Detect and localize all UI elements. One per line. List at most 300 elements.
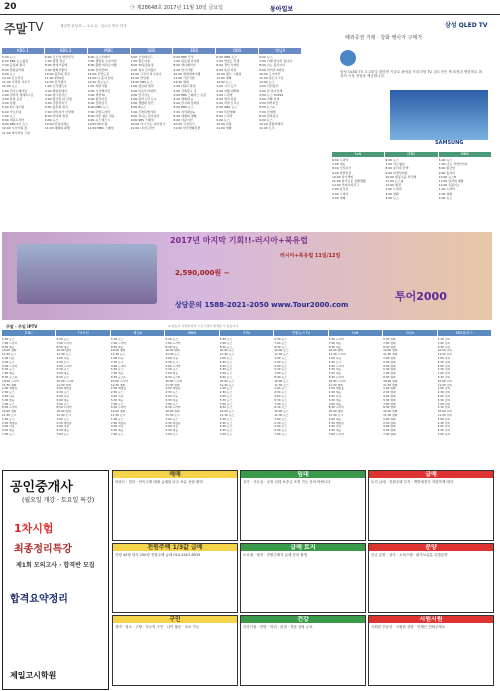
program-item[interactable]: 4:00 명작 다큐 <box>216 97 237 102</box>
program-item[interactable]: 6:00 뉴스 <box>438 158 453 162</box>
program-item[interactable]: 7:00 뉴스 <box>274 432 287 436</box>
program-item[interactable]: 10:00 뉴스8 <box>438 174 456 179</box>
program-item[interactable]: 11:30 토크 <box>56 413 71 417</box>
program-item[interactable]: 2:00 시사매거진 <box>87 88 110 93</box>
program-item[interactable]: 7:00 예능 <box>2 372 15 376</box>
program-item[interactable]: 8:30 뉴스 <box>219 375 233 379</box>
program-item[interactable]: 2:00 영화 <box>385 191 399 196</box>
program-item[interactable]: 2:30 뉴스 <box>274 421 287 425</box>
program-item[interactable]: 5:30 뉴스 <box>165 338 178 341</box>
program-item[interactable]: 9:00 접속 무비월드 <box>130 67 157 72</box>
program-item[interactable]: 5:30 예능 <box>2 429 15 433</box>
program-item[interactable]: 2:00 잘 살아보세 <box>259 88 283 93</box>
program-item[interactable]: 5:30 뉴스 <box>165 368 178 372</box>
program-item[interactable]: 7:00 아는형님 <box>385 162 405 167</box>
program-item[interactable]: 3:00 인기가요 <box>130 92 150 97</box>
program-item[interactable]: 8:30 예능 <box>165 345 178 349</box>
program-item[interactable]: 4:00 영화 <box>383 394 396 398</box>
program-item[interactable]: 7:00 영화 <box>383 372 396 376</box>
channel-header[interactable]: 채널A <box>259 48 301 54</box>
program-item[interactable]: 11:00 1박2일 <box>44 76 65 81</box>
program-item[interactable]: 8:30 드라마 <box>328 375 344 379</box>
program-item[interactable]: 8:00 열린음악회 <box>2 67 25 72</box>
program-item[interactable]: 12:00 SBS 뉴스 <box>130 80 153 85</box>
program-item[interactable]: 5:30 강의 <box>437 368 451 372</box>
program-item[interactable]: 10:00 세계테마기행 <box>173 71 201 76</box>
program-item[interactable]: 6:00 MBC 뉴스 <box>87 105 109 110</box>
program-item[interactable]: 7:00 드라마 <box>110 341 127 345</box>
program-item[interactable]: 5:00 리얼 토크쇼 <box>216 101 240 106</box>
program-item[interactable]: 10:00 무한도전 <box>87 71 109 76</box>
program-item[interactable]: 11:00 토크 <box>259 126 275 131</box>
program-item[interactable]: 8:30 예능 <box>2 345 15 349</box>
channel-header[interactable]: 연합뉴스TV <box>274 330 327 336</box>
program-item[interactable]: 10:00 영화 <box>165 349 180 353</box>
program-item[interactable]: 10:00 영화 <box>2 410 17 414</box>
program-item[interactable]: 8:30 뉴스 <box>219 345 233 349</box>
channel-header[interactable]: KBS 2 <box>45 48 87 54</box>
program-item[interactable]: 7:00 예능 <box>328 372 342 376</box>
program-item[interactable]: 11:30 영화 <box>110 383 126 387</box>
program-item[interactable]: 3:00 개그콘서트 <box>44 92 68 97</box>
program-item[interactable]: 8:30 예능 <box>110 345 124 349</box>
program-item[interactable]: 12:00 썰전 <box>385 183 401 188</box>
program-item[interactable]: 12:00 정오뉴스 <box>87 80 109 85</box>
program-item[interactable]: 5:30 예능 <box>110 429 124 433</box>
program-item[interactable]: 6:00 뉴스 <box>385 158 399 162</box>
program-item[interactable]: 10:00 영화 <box>328 410 344 414</box>
program-item[interactable]: 7:00 뉴스 <box>2 113 16 118</box>
program-item[interactable]: 2:30 토크 <box>328 360 342 364</box>
channel-header[interactable]: tvN <box>332 152 384 157</box>
program-item[interactable]: 7:00 특선영화 <box>216 109 236 114</box>
program-item[interactable]: 7:00 뉴스 <box>219 372 233 376</box>
program-item[interactable]: 10:00 다큐 <box>216 122 232 127</box>
program-item[interactable]: 7:00 강의 <box>437 372 451 376</box>
program-item[interactable]: 8:30 강의 <box>437 406 451 410</box>
program-item[interactable]: 1:00 뉴스 <box>274 356 287 360</box>
program-item[interactable]: 8:00 신서유기 <box>332 166 352 171</box>
program-item[interactable]: 10:00 영화 <box>383 349 398 353</box>
program-item[interactable]: 12:00 뮤직뱅크 <box>44 80 67 85</box>
program-item[interactable]: 8:00 세계의 명화 <box>173 113 197 118</box>
program-item[interactable]: 7:00 영화 <box>383 341 396 345</box>
program-item[interactable]: 10:00 뉴스 <box>274 379 289 383</box>
program-item[interactable]: 7:00 영화 <box>383 402 396 406</box>
program-item[interactable]: 2:30 토크 <box>165 360 178 364</box>
program-item[interactable]: 7:00 뉴스 <box>56 402 70 406</box>
program-item[interactable]: 11:00 하트시그널 <box>259 76 284 81</box>
program-item[interactable]: 10:00 도시어부 <box>259 71 281 76</box>
program-item[interactable]: 7:00 뉴스 <box>274 402 287 406</box>
program-item[interactable]: 2:30 재방송 <box>2 421 18 425</box>
program-item[interactable]: 1:00 뉴스 <box>274 387 287 391</box>
program-item[interactable]: 7:00 뉴스 <box>165 402 178 406</box>
program-item[interactable]: 6:00 가요무대 <box>2 109 22 114</box>
program-item[interactable]: 5:00 외부자들 <box>259 101 279 106</box>
program-item[interactable]: 1:00 강의 <box>437 356 451 360</box>
channel-header[interactable]: EBS <box>173 48 215 54</box>
program-item[interactable]: 10:00 냉장고를 부탁해 <box>385 174 417 179</box>
program-item[interactable]: 2:30 뉴스 <box>219 391 233 395</box>
program-item[interactable]: 7:00 뉴스 <box>274 372 287 376</box>
program-item[interactable]: 9:00 신비한TV <box>87 67 108 72</box>
channel-header[interactable]: SBS <box>131 48 173 54</box>
program-item[interactable]: 8:30 영화 <box>383 406 396 410</box>
program-item[interactable]: 8:30 강의 <box>437 345 451 349</box>
program-item[interactable]: 5:30 뉴스 <box>2 338 15 341</box>
program-item[interactable]: 4:00 다큐 <box>2 425 15 429</box>
program-item[interactable]: 3:00 뉴스 <box>438 195 453 200</box>
program-item[interactable]: 10:00 영화 <box>383 410 398 414</box>
program-item[interactable]: 11:00 영화 <box>216 126 232 131</box>
program-item[interactable]: 5:30 뉴스 <box>274 338 287 341</box>
classified-ad[interactable] <box>112 615 238 686</box>
program-item[interactable]: 10:00 영화 <box>110 349 126 353</box>
program-item[interactable]: 4:00 강의 <box>437 394 451 398</box>
program-item[interactable]: 2:30 뉴스 <box>274 391 287 395</box>
program-item[interactable]: 10:00 관찰카메라 <box>259 122 284 127</box>
program-item[interactable]: 6:00 드라마 <box>332 158 349 162</box>
program-item[interactable]: 2:30 영화 <box>383 421 396 425</box>
program-item[interactable]: 11:30 영화 <box>56 383 71 387</box>
program-item[interactable]: 11:30 영화 <box>328 383 344 387</box>
program-item[interactable]: 4:00 동행 <box>2 101 16 106</box>
program-item[interactable]: 4:00 다큐 <box>2 394 15 398</box>
program-item[interactable]: 4:00 황금빛 내 인생 <box>44 97 72 102</box>
program-item[interactable]: 2:00 건축탐구 집 <box>173 88 197 93</box>
program-item[interactable]: 5:30 영화 <box>383 338 396 341</box>
program-item[interactable]: 7:00 주말드라마 <box>87 109 110 114</box>
program-item[interactable]: 2:30 뉴스 <box>274 360 287 364</box>
program-item[interactable]: 1:00 다큐 <box>165 356 178 360</box>
program-item[interactable]: 7:00 영화 <box>383 432 396 436</box>
program-item[interactable]: 4:00 영화 <box>383 425 396 429</box>
program-item[interactable]: 3:00 섹션TV <box>87 92 106 97</box>
program-item[interactable]: 8:00 천하장사 <box>259 113 279 118</box>
classified-ad[interactable] <box>368 615 494 686</box>
program-item[interactable]: 8:30 뉴스 <box>219 406 233 410</box>
program-item[interactable]: 1:00 뉴스 <box>219 356 233 360</box>
program-item[interactable]: 9:00 뉴스 <box>2 71 16 76</box>
program-item[interactable]: 2:30 예능 <box>328 391 342 395</box>
program-item[interactable]: 9:00 SBS 스페셜 <box>130 118 154 123</box>
program-item[interactable]: 4:00 강의 <box>437 425 451 429</box>
program-item[interactable]: 1:00 영화 <box>383 387 396 391</box>
program-item[interactable]: 12:00 코미디빅리그 <box>332 183 359 188</box>
program-item[interactable]: 10:00 뉴스 <box>274 410 289 414</box>
program-item[interactable]: 11:30 드라마 <box>328 353 346 357</box>
program-item[interactable]: 10:00 다시 쓰는 육아일기 <box>130 122 166 127</box>
program-item[interactable]: 8:30 예능 <box>328 345 342 349</box>
program-item[interactable]: 10:00 시사기획 창 <box>2 126 28 131</box>
program-item[interactable]: 1:00 트릭앤트루 <box>44 84 68 89</box>
program-item[interactable]: 10:00 영화 <box>383 379 398 383</box>
program-item[interactable]: 7:00 뉴스 <box>274 341 287 345</box>
program-item[interactable]: 10:00 드라마 <box>165 379 183 383</box>
program-item[interactable]: 7:00 신세계 <box>259 109 276 114</box>
program-item[interactable]: 8:30 뉴스8 <box>165 375 180 379</box>
program-item[interactable]: 10:00 고전읽기 <box>173 122 195 127</box>
program-item[interactable]: 2:00 여행 대백과 <box>216 88 240 93</box>
banner-phone[interactable]: 상담문의 1588-2021-2050 www.Tour2000.com <box>175 301 349 309</box>
program-item[interactable]: 5:30 예능 <box>165 429 178 433</box>
program-item[interactable]: 1:00 영화 <box>383 356 396 360</box>
program-item[interactable]: 11:30 영화 <box>2 383 17 387</box>
program-item[interactable]: 8:00 출발 비디오여행 <box>87 63 117 68</box>
program-item[interactable]: 5:00 전원일기 <box>87 101 107 106</box>
program-item[interactable]: 2:30 재방송 <box>328 421 344 425</box>
program-item[interactable]: 9:00 뉴스 <box>259 118 273 123</box>
program-item[interactable]: 9:00 알쓸신잡 <box>332 170 352 175</box>
program-item[interactable]: 10:00 영화 <box>110 410 126 414</box>
program-item[interactable]: 8:30 뉴스 <box>274 345 287 349</box>
program-item[interactable]: 11:30 강의 <box>437 353 452 357</box>
program-item[interactable]: 6:00 8뉴스 <box>130 105 146 110</box>
program-item[interactable]: 12:00 뉴스 <box>216 80 232 85</box>
program-item[interactable]: 8:30 뉴스룸 <box>2 375 18 379</box>
program-item[interactable]: 1:00 뉴스 <box>219 387 233 391</box>
program-item[interactable]: 5:30 예능 <box>165 398 178 402</box>
program-item[interactable]: 11:00 역사저널 그날 <box>2 130 30 135</box>
program-item[interactable]: 6:00 굿모닝 대한민국 <box>44 55 74 59</box>
program-item[interactable]: 11:00 극한직업 <box>173 76 195 81</box>
program-item[interactable]: 1:00 영화 <box>383 417 396 421</box>
channel-header[interactable]: YTN <box>220 330 273 336</box>
program-item[interactable]: 10:00 강의 <box>437 379 452 383</box>
program-item[interactable]: 11:30 뉴스 <box>110 353 126 357</box>
program-item[interactable]: 6:00 EBS 모닝 <box>173 55 194 59</box>
program-item[interactable]: 5:30 뉴스 <box>2 368 15 372</box>
program-item[interactable]: 8:00 이번 생은 처음 <box>87 113 115 118</box>
program-item[interactable]: 5:30 뉴스 <box>56 368 70 372</box>
channel-header[interactable]: MBN <box>439 152 491 157</box>
program-item[interactable]: 7:00 강의 <box>437 341 451 345</box>
program-item[interactable]: 5:30 뉴스 <box>219 429 233 433</box>
program-item[interactable]: 1:00 다큐 <box>56 356 70 360</box>
program-item[interactable]: 4:00 다큐 <box>110 425 124 429</box>
program-item[interactable]: 11:30 뉴스 <box>56 353 71 357</box>
program-item[interactable]: 8:00 황금알 <box>438 166 456 171</box>
program-item[interactable]: 2:30 강의 <box>437 391 451 395</box>
program-item[interactable]: 4:00 다큐 <box>110 394 124 398</box>
program-item[interactable]: 11:30 강의 <box>437 383 452 387</box>
program-item[interactable]: 1:00 드라마 <box>438 187 456 192</box>
program-item[interactable]: 5:00 주말연속극 <box>44 101 68 106</box>
program-item[interactable]: 1:00 강의 <box>437 387 451 391</box>
program-item[interactable]: 4:00 영화 <box>383 364 396 368</box>
program-item[interactable]: 8:00 마녀의 법정 <box>44 113 68 118</box>
program-item[interactable]: 4:00 뉴스 <box>219 394 233 398</box>
program-item[interactable]: 2:30 재방송 <box>165 421 181 425</box>
program-item[interactable]: 10:00 안녕하세요 <box>44 122 69 127</box>
program-item[interactable]: 1:00 뉴스 <box>110 417 124 421</box>
program-item[interactable]: 10:00 뉴스 <box>219 349 235 353</box>
program-item[interactable]: 1:00 정글의 법칙 <box>130 84 154 89</box>
program-item[interactable]: 2:30 영화 <box>383 360 396 364</box>
program-item[interactable]: 4:00 판타스틱 듀오 <box>130 97 157 102</box>
program-item[interactable]: 4:00 다큐 <box>328 425 342 429</box>
channel-header[interactable]: JTBC <box>385 152 437 157</box>
program-item[interactable]: 7:00 나는 자연인이다 <box>438 162 468 167</box>
program-item[interactable]: 11:30 뉴스 <box>165 353 180 357</box>
program-item[interactable]: 7:00 이제 만나러 갑니다 <box>259 59 292 64</box>
program-item[interactable]: 10:00 강의 <box>437 349 452 353</box>
program-item[interactable]: 5:30 강의 <box>437 338 451 341</box>
program-item[interactable]: 9:00 다큐시선 <box>173 118 193 123</box>
program-item[interactable]: 1:00 다큐 <box>328 356 342 360</box>
program-item[interactable]: 11:00 슬기로운 감빵생활 <box>332 179 366 184</box>
program-item[interactable]: 7:00 좋은아침 <box>130 59 150 64</box>
program-item[interactable]: 11:00 대화의 희열 <box>44 126 70 131</box>
program-item[interactable]: 6:00 EBS 뉴스 <box>173 105 194 110</box>
program-item[interactable]: 4:00 드라마 <box>165 364 181 368</box>
program-item[interactable]: 10:00 영화 <box>2 349 17 353</box>
program-item[interactable]: 10:00 영화 <box>56 349 71 353</box>
program-item[interactable]: 8:30 드라마 <box>56 406 72 410</box>
program-item[interactable]: 8:30 영화 <box>383 345 396 349</box>
channel-header[interactable]: OCN <box>383 330 436 336</box>
program-item[interactable]: 11:00 나이트라인 <box>130 126 155 131</box>
program-item[interactable]: 5:30 뉴스 <box>274 368 287 372</box>
program-item[interactable]: 1:00 재방송 <box>165 387 181 391</box>
program-item[interactable]: 1:00 뉴스 <box>274 417 287 421</box>
program-item[interactable]: 8:30 뉴스 <box>56 375 70 379</box>
program-item[interactable]: 2:30 영화 <box>383 391 396 395</box>
program-item[interactable]: 12:00 속풀이쇼 <box>438 183 460 188</box>
classified-ad[interactable] <box>368 470 494 541</box>
program-item[interactable]: 5:30 영화 <box>383 429 396 433</box>
program-item[interactable]: 7:00 뉴스 <box>56 432 70 436</box>
program-item[interactable]: 11:30 뉴스 <box>219 353 235 357</box>
program-item[interactable]: 4:00 드라마 <box>56 364 72 368</box>
program-item[interactable]: 2:30 뉴스 <box>2 391 15 395</box>
program-item[interactable]: 11:00 나 혼자 산다 <box>87 76 114 81</box>
program-item[interactable]: 3:00 EBS 스페이스 공감 <box>173 92 207 97</box>
program-item[interactable]: 5:00 6시 내고향 <box>2 105 25 110</box>
program-item[interactable]: 10:00 드라마 <box>2 379 20 383</box>
program-item[interactable]: 11:30 토크 <box>2 413 17 417</box>
program-item[interactable]: 7:00 아버지가 이상해 <box>44 109 74 114</box>
classified-ad[interactable] <box>112 470 238 541</box>
program-item[interactable]: 5:30 예능 <box>110 398 124 402</box>
program-item[interactable]: 9:00 동치미 <box>438 170 456 175</box>
program-item[interactable]: 10:00 그것이 알고싶다 <box>130 71 162 76</box>
program-item[interactable]: 5:30 예능 <box>56 398 70 402</box>
program-item[interactable]: 5:30 뉴스 <box>110 338 124 341</box>
program-item[interactable]: 5:30 뉴스 <box>110 368 124 372</box>
program-item[interactable]: 11:30 뉴스 <box>274 383 289 387</box>
program-item[interactable]: 2:30 토크 <box>2 360 15 364</box>
program-item[interactable]: 7:00 생생 정보 <box>44 59 66 64</box>
program-item[interactable]: 2:30 토크 <box>56 360 70 364</box>
program-item[interactable]: 2:30 강의 <box>437 360 451 364</box>
program-item[interactable]: 1:00 뉴스 <box>56 417 70 421</box>
program-item[interactable]: 1:00 서민갑부 <box>259 84 279 89</box>
program-item[interactable]: 6:00 뉴스투데이 <box>87 55 110 59</box>
program-item[interactable]: 9:00 특선 다큐 <box>216 67 237 72</box>
program-item[interactable]: 6:00 OBS 뉴스 <box>216 55 237 59</box>
program-item[interactable]: 10:00 뉴스 <box>219 379 235 383</box>
program-item[interactable]: 11:00 엄지의 제왕 <box>438 179 464 184</box>
program-item[interactable]: 4:00 다큐 <box>165 425 178 429</box>
program-item[interactable]: 8:00 나는 몸신이다 <box>259 63 286 68</box>
program-item[interactable]: 1:00 재방송 <box>2 387 18 391</box>
program-item[interactable]: 8:00 드라마 <box>216 113 233 118</box>
program-item[interactable]: 4:00 드라마 <box>110 364 127 368</box>
program-item[interactable]: 5:30 강의 <box>437 429 451 433</box>
program-item[interactable]: 1:00 윤식당 <box>332 187 349 192</box>
program-item[interactable]: 10:00 불후의 명곡 <box>44 71 70 76</box>
program-item[interactable]: 7:00 지식채널e <box>173 109 195 114</box>
program-item[interactable]: 9:00 뉴스데스크 <box>87 118 110 123</box>
program-item[interactable]: 10:00 삼시세끼 <box>332 174 354 179</box>
program-item[interactable]: 2:00 드라마 <box>332 191 349 196</box>
program-item[interactable]: 4:00 황금어장 <box>87 97 107 102</box>
classified-ad[interactable] <box>240 470 366 541</box>
program-item[interactable]: 2:00 해피선데이 <box>44 88 68 93</box>
channel-header[interactable]: OBS <box>216 48 258 54</box>
program-item[interactable]: 4:00 세계의 눈 <box>173 97 194 102</box>
program-item[interactable]: 9:00 영화가좋다 <box>44 67 68 72</box>
program-item[interactable]: 5:30 뉴스 <box>274 398 287 402</box>
program-item[interactable]: 5:30 뉴스 <box>2 55 16 59</box>
program-item[interactable]: 7:00 예능 <box>332 162 346 167</box>
program-item[interactable]: 4:00 뉴스 <box>274 394 287 398</box>
program-item[interactable]: 8:30 드라마 <box>2 406 18 410</box>
program-item[interactable]: 8:00 연예가중계 <box>44 63 68 68</box>
program-item[interactable]: 11:00 영화 <box>216 76 232 81</box>
program-item[interactable]: 7:00 예능 <box>328 341 342 345</box>
program-item[interactable]: 2:30 뉴스 <box>165 391 178 395</box>
program-item[interactable]: 11:00 한국영화특선 <box>173 126 201 131</box>
program-item[interactable]: 1:00 재방송 <box>328 387 344 391</box>
program-item[interactable]: 2:30 재방송 <box>56 421 72 425</box>
program-item[interactable]: 9:00 뉴스 <box>216 118 230 123</box>
program-item[interactable]: 7:00 뉴스 <box>219 402 233 406</box>
program-item[interactable]: 4:00 드라마 <box>2 364 18 368</box>
program-item[interactable]: 3:00 드라마 <box>216 92 233 97</box>
program-item[interactable]: 1:00 다큐 <box>2 356 15 360</box>
channel-header[interactable]: JTBC <box>2 330 55 336</box>
program-item[interactable]: 10:00 뉴스 <box>219 410 235 414</box>
channel-header[interactable]: MBN <box>165 330 218 336</box>
program-item[interactable]: 12:00 뉴스 <box>2 84 18 89</box>
program-item[interactable]: 1:00 복면가왕 <box>87 84 107 89</box>
program-item[interactable]: 9:00 한국기행 <box>173 67 193 72</box>
program-item[interactable]: 3:00 영화 <box>332 195 346 200</box>
program-item[interactable]: 1:00 다큐 <box>110 356 124 360</box>
channel-header[interactable]: TV조선 <box>56 330 109 336</box>
program-item[interactable]: 2:30 강의 <box>437 421 451 425</box>
channel-header[interactable]: tvN <box>329 330 382 336</box>
program-item[interactable]: 7:30 동물의 왕국 <box>2 63 26 68</box>
program-item[interactable]: 8:30 드라마 <box>328 406 344 410</box>
channel-header[interactable]: EBS플러스 <box>438 330 491 336</box>
program-item[interactable]: 7:00 예능 <box>56 372 70 376</box>
program-item[interactable]: 4:00 드라마 <box>328 364 344 368</box>
program-item[interactable]: 7:00 예능 <box>110 372 124 376</box>
program-item[interactable]: 6:00 뉴스A <box>259 105 275 110</box>
program-item[interactable]: 1:00 뉴스 <box>219 417 233 421</box>
program-item[interactable]: 11:30 영화 <box>383 383 398 387</box>
program-item[interactable]: 2:00 영화 <box>438 191 453 196</box>
program-item[interactable]: 8:00 경인 투데이 <box>216 63 240 68</box>
classified-ad[interactable] <box>112 543 238 614</box>
program-item[interactable]: 7:00 주말특별기획 <box>130 109 156 114</box>
program-item[interactable]: 1:00 뉴스 <box>2 417 15 421</box>
program-item[interactable]: 10:00 영화 <box>56 410 71 414</box>
